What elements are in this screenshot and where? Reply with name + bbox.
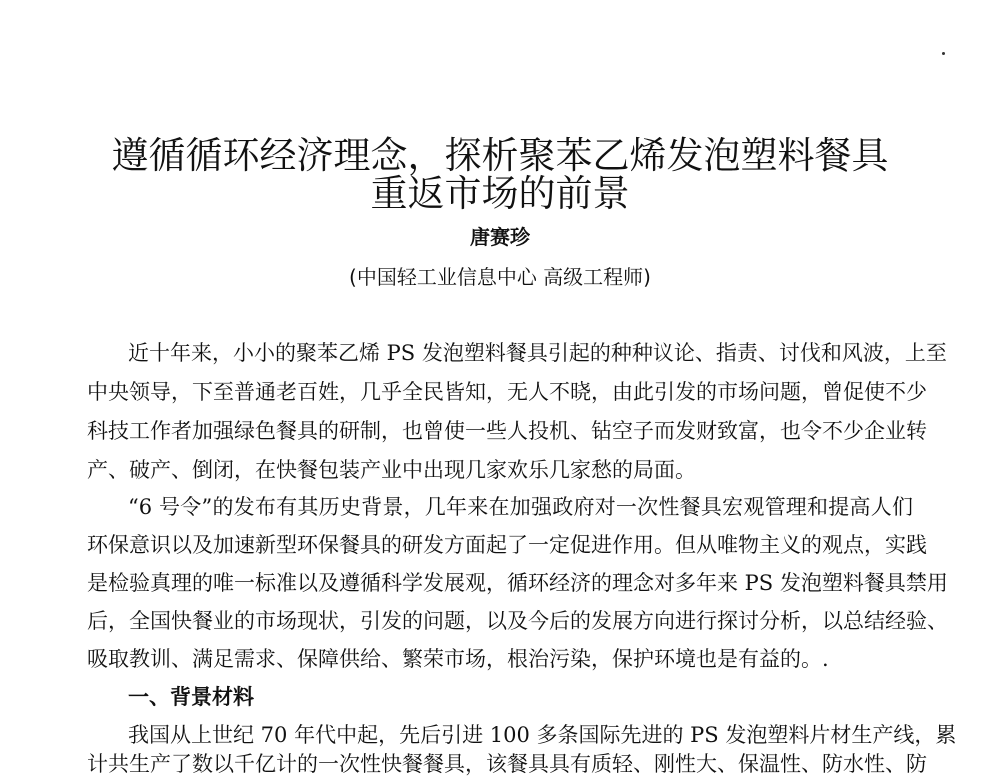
paragraph-2-line-3: 是检验真理的唯一标准以及遵循科学发展观，循环经济的理念对多年来 PS 发泡塑料餐具禁用 — [87, 571, 948, 595]
section-1-line-2: 计共生产了数以千亿计的一次性快餐餐具，该餐具具有质轻、刚性大、保温性、防水性、防 — [87, 752, 927, 776]
section-1-line-1: 我国从上世纪 70 年代中起，先后引进 100 多条国际先进的 PS 发泡塑料片材生产线，累 — [128, 723, 957, 747]
author-affiliation: (中国轻工业信息中心 高级工程师) — [349, 265, 651, 289]
document-title-line-1: 遵循循环经济理念，探析聚苯乙烯发泡塑料餐具 — [111, 134, 889, 177]
paragraph-2-line-5: 吸取教训、满足需求、保障供给、繁荣市场，根治污染，保护环境也是有益的。. — [87, 647, 829, 671]
paragraph-2-line-1: “6 号令”的发布有其历史背景，几年来在加强政府对一次性餐具宏观管理和提高人们 — [128, 495, 913, 519]
paragraph-1-line-3: 科技工作者加强绿色餐具的研制，也曾使一些人投机、钻空子而发财致富，也令不少企业转 — [87, 419, 927, 443]
paragraph-2-line-2: 环保意识以及加速新型环保餐具的研发方面起了一定促进作用。但从唯物主义的观点，实践 — [87, 533, 927, 557]
author-name: 唐赛珍 — [470, 225, 530, 249]
paragraph-1-line-4: 产、破产、倒闭，在快餐包装产业中出现几家欢乐几家愁的局面。 — [87, 458, 696, 482]
paragraph-1-line-1: 近十年来，小小的聚苯乙烯 PS 发泡塑料餐具引起的种种议论、指责、讨伐和风波，上至 — [128, 341, 947, 365]
scan-speck — [942, 52, 945, 55]
paragraph-1-line-2: 中央领导，下至普通老百姓，几乎全民皆知，无人不晓，由此引发的市场问题，曾促使不少 — [87, 380, 927, 404]
section-heading-background: 一、背景材料 — [128, 685, 254, 709]
document-title-line-2: 重返市场的前景 — [370, 172, 630, 215]
paragraph-2-line-4: 后，全国快餐业的市场现状，引发的问题，以及今后的发展方向进行探讨分析，以总结经验、 — [87, 609, 948, 633]
